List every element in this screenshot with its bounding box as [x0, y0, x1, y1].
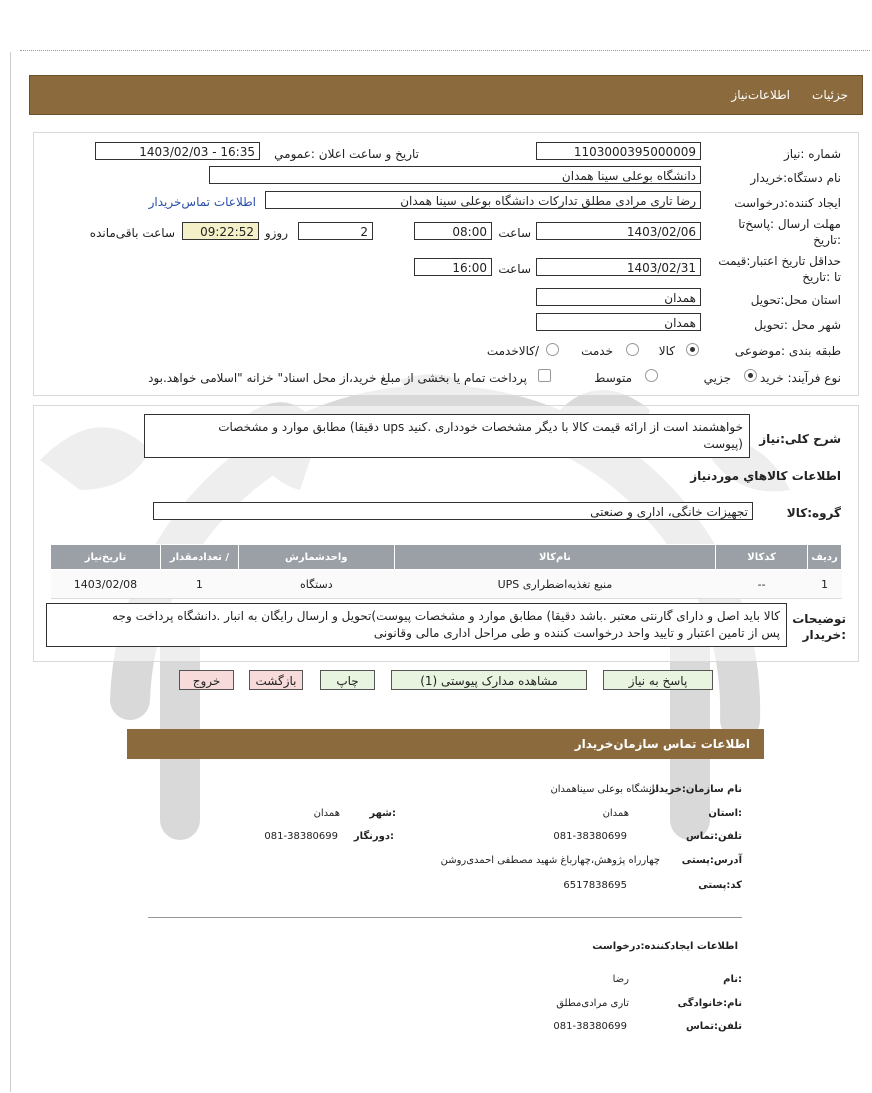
contact-phone-label: تلفن:تماس — [685, 831, 742, 842]
remaining-time-field: 09:22:52 — [182, 222, 259, 240]
tab-need-info[interactable]: اطلاعات‌نیاز — [731, 88, 790, 102]
need-number-label: شماره :نیاز — [784, 147, 841, 161]
buyer-notes-label-1: توضیحات — [792, 612, 846, 626]
org-value: دانشگاه بوعلی سیناهمدان — [550, 784, 659, 795]
top-divider — [20, 50, 870, 51]
col-goods-code: کدکالا — [716, 545, 808, 570]
description-line-2: (پیوست — [703, 437, 743, 451]
cell-need-date: 1403/02/08 — [51, 570, 161, 599]
fax-label: :دورنگار — [353, 831, 394, 842]
min-validity-label-1: حداقل تاریخ اعتبار:قیمت — [718, 254, 841, 268]
view-documents-button[interactable]: مشاهده مدارک پیوستی (1) — [391, 670, 587, 690]
exit-button[interactable]: خروج — [179, 670, 234, 690]
creator-phone-value: 081-38380699 — [553, 1021, 627, 1032]
process-partial-label: جزیي — [703, 371, 731, 385]
announce-date-field: 1403/02/03 - 16:35 — [95, 142, 260, 160]
need-number-field: 1103000395000009 — [536, 142, 701, 160]
contact-city-label: :شهر — [369, 808, 396, 819]
group-field: تجهیزات خانگی، اداری و صنعتی — [153, 502, 753, 520]
category-goods-label: کالا — [658, 344, 675, 358]
deadline-time-label: ساعت — [498, 226, 531, 240]
address-value: چهارراه پژوهش،چهارباغ شهید مصطفی احمدی‌روشن — [440, 855, 660, 866]
deadline-time-field: 08:00 — [414, 222, 492, 240]
contact-province-label: :استان — [708, 808, 742, 819]
validity-time-field: 16:00 — [414, 258, 492, 276]
treasury-checkbox[interactable] — [538, 369, 551, 382]
min-validity-label-2: تا :تاریخ — [802, 270, 841, 284]
col-row-number: ردیف — [808, 545, 842, 570]
buyer-label: نام دستگاه:خریدار — [750, 171, 841, 185]
process-label: نوع فرآیند: خرید — [760, 371, 841, 385]
cell-row-number: 1 — [808, 570, 842, 599]
creator-family-label: نام:خانوادگی — [677, 998, 742, 1009]
creator-info-title: اطلاعات ایجادکننده:درخواست — [592, 941, 738, 952]
creator-field: رضا تاری مرادی مطلق تدارکات دانشگاه بوعلی سینا همدان — [265, 191, 701, 209]
contact-city-value: همدان — [313, 808, 340, 819]
contact-phone-value: 081-38380699 — [553, 831, 627, 842]
tab-details[interactable]: جزئیات — [812, 88, 848, 102]
creator-family-value: تاری مرادی‌مطلق — [556, 998, 629, 1009]
category-label: طبقه بندی :موضوعی — [734, 344, 841, 358]
creator-name-label: :نام — [723, 974, 742, 985]
category-goods-service-label: /کالاخدمت — [486, 344, 539, 358]
contact-bar — [127, 729, 764, 759]
print-button[interactable]: چاپ — [320, 670, 375, 690]
col-quantity: / تعدادمقدار — [160, 545, 238, 570]
buyer-notes-line-2: پس از تامین اعتبار و تایید واحد درخواست کننده و طی مراحل اداری مالی وقانونی — [373, 626, 780, 640]
city-label: شهر محل :تحویل — [754, 318, 841, 332]
province-field: همدان — [536, 288, 701, 306]
header-bar — [29, 75, 863, 115]
cell-quantity: 1 — [160, 570, 238, 599]
creator-name-value: رضا — [612, 974, 629, 985]
treasury-text: پرداخت تمام یا بخشی از مبلغ خرید،از محل اسناد" خزانه "اسلامی خواهد.بود — [148, 371, 527, 385]
creator-label: ایجاد کننده:درخواست — [734, 196, 841, 210]
col-unit: واحدشمارش — [238, 545, 394, 570]
contact-divider — [148, 917, 742, 918]
city-field: همدان — [536, 313, 701, 331]
contact-title: اطلاعات تماس سازمان‌خریدار — [574, 737, 750, 751]
col-goods-name: نام‌کالا — [394, 545, 715, 570]
deadline-label-2: :تاریخ — [813, 233, 841, 247]
days-label: روزو — [264, 226, 288, 240]
creator-phone-label: تلفن:تماس — [685, 1021, 742, 1032]
process-medium-radio[interactable] — [645, 369, 658, 382]
buyer-notes-line-1: کالا باید اصل و دارای گارنتی معتبر .باشد دقیقا) مطابق موارد و مشخصات پیوست)تحویل و ارسال رایگان به انبار .دانشگاه پرداخت وجه — [112, 609, 780, 623]
process-medium-label: متوسط — [594, 371, 632, 385]
category-service-label: خدمت — [581, 344, 613, 358]
validity-date-field: 1403/02/31 — [536, 258, 701, 276]
buyer-notes-label-2: :خریدار — [802, 628, 846, 642]
buyer-field: دانشگاه بوعلی سینا همدان — [209, 166, 701, 184]
cell-unit: دستگاه — [238, 570, 394, 599]
deadline-date-field: 1403/02/06 — [536, 222, 701, 240]
org-label: نام سازمان:خریدار — [649, 784, 742, 795]
goods-table — [50, 544, 842, 599]
remaining-label: ساعت باقی‌مانده — [89, 226, 175, 240]
address-label: آدرس:پستی — [681, 855, 742, 866]
buyer-contact-link[interactable]: اطلاعات تماس‌خریدار — [148, 195, 256, 209]
group-label: گروه:کالا — [786, 506, 841, 520]
description-line-1: خواهشمند است از ارائه قیمت کالا با دیگر مشخصات خودداری .کنید ups دقیقا) مطابق موارد و مشخصات — [218, 420, 743, 434]
category-goods-radio[interactable] — [686, 343, 699, 356]
category-service-radio[interactable] — [626, 343, 639, 356]
validity-time-label: ساعت — [498, 262, 531, 276]
fax-value: 081-38380699 — [264, 831, 338, 842]
buyer-notes-box — [46, 603, 787, 647]
province-label: استان محل:تحویل — [750, 293, 841, 307]
announce-label: تاریخ و ساعت اعلان :عمومي — [274, 147, 419, 161]
cell-goods-code: -- — [716, 570, 808, 599]
deadline-label-1: مهلت ارسال :پاسخ‌تا — [738, 217, 841, 231]
postal-value: 6517838695 — [563, 880, 627, 891]
description-label: شرح کلی:نیاز — [759, 432, 841, 446]
table-row — [51, 570, 842, 599]
reply-button[interactable]: پاسخ به نیاز — [603, 670, 713, 690]
col-need-date: تاریخ‌نیاز — [51, 545, 161, 570]
goods-info-title: اطلاعات کالاهاي موردنیاز — [690, 469, 841, 483]
contact-province-value: همدان — [602, 808, 629, 819]
back-button[interactable]: بازگشت — [249, 670, 303, 690]
left-border — [10, 52, 11, 1092]
cell-goods-name: منبع تغذیه‌اضطراری UPS — [394, 570, 715, 599]
days-field: 2 — [298, 222, 373, 240]
process-partial-radio[interactable] — [744, 369, 757, 382]
category-goods-service-radio[interactable] — [546, 343, 559, 356]
postal-label: کد:پستی — [698, 880, 742, 891]
description-box — [144, 414, 750, 458]
